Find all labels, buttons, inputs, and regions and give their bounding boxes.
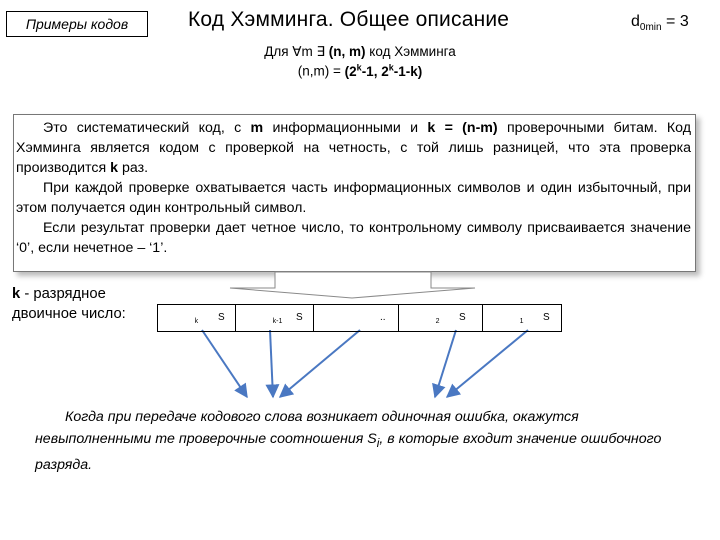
subtitle2-d: -1-k) (393, 63, 423, 79)
k-digit-k: k (12, 286, 21, 302)
note-a: Когда при передаче кодового слова возникает одиночная ошибка, окажутся невыполненными те проверочные соотношения S (35, 409, 579, 447)
register-cell-base: S (296, 311, 303, 323)
subtitle2-b: (2 (344, 63, 357, 79)
register-cell-sub: 1 (519, 317, 524, 325)
desc-p1b: информационными и (263, 120, 428, 136)
desc-p1m: m (250, 120, 264, 136)
down-arrow-shape (230, 272, 475, 298)
note-sub: i (376, 435, 380, 450)
subtitle2-sup1: k (356, 62, 362, 72)
register-cell-base: S (459, 311, 466, 323)
register-cell (399, 305, 483, 332)
register-cell-base: .. (380, 311, 386, 323)
description-paragraph-2: При каждой проверке охватывается часть информационных символов и один избыточный, при этом получается один контрольный символ. (16, 180, 691, 216)
register-cell (158, 305, 236, 332)
dmin-subscript: 0min (639, 22, 662, 34)
subtitle1-c: код Хэмминга (365, 44, 456, 59)
syndrome-register (157, 304, 562, 332)
register-cell-sub: k-1 (272, 317, 283, 325)
subtitle2-a: (n,m) = (297, 63, 345, 79)
arrow-line-sk (202, 330, 247, 397)
register-cell (236, 305, 314, 332)
dmin-value: = 3 (661, 13, 689, 30)
register-cell (483, 305, 562, 332)
error-note-paragraph (35, 406, 675, 476)
subtitle1-a: Для ∀m ∃ (264, 44, 329, 59)
note-b: , в которые входит значение ошибочного разряда. (35, 431, 662, 473)
register-cell-sub: 2 (435, 317, 440, 325)
desc-p1c: проверочными битам. Код Хэмминга является кодом с проверкой на четность, с той лишь разницей, что эта проверка производится (16, 120, 691, 176)
register-cell-sub: k (194, 317, 199, 325)
subtitle2-c: -1, 2 (361, 63, 389, 79)
subtitle2-sup2: k (388, 62, 394, 72)
desc-p1a: Это систематический код, с (43, 120, 251, 136)
arrow-line-s1 (447, 330, 528, 397)
dmin-letter: d (631, 13, 640, 30)
register-cell-base: S (543, 311, 550, 323)
register-cell (314, 305, 399, 332)
arrow-line-s2 (435, 330, 456, 397)
desc-p1kk: k (110, 160, 119, 176)
desc-p1d: раз. (118, 160, 149, 176)
arrow-line-sk1 (270, 330, 273, 397)
arrow-line-dots (280, 330, 360, 397)
desc-p1k: k = (n-m) (427, 120, 498, 136)
error-note (35, 406, 675, 476)
page-title: Код Хэмминга. Общее описание (188, 8, 510, 31)
k-digit-text: - разрядное двоичное число: (12, 286, 126, 322)
subtitle1-b: (n, m) (328, 44, 366, 59)
section-tag-label: Примеры кодов (25, 16, 129, 32)
register-cell-base: S (218, 311, 225, 323)
description-paragraph-3: Если результат проверки дает четное число, то контрольному символу присваивается значение ‘0’, если нечетное – ‘1’. (16, 220, 691, 256)
